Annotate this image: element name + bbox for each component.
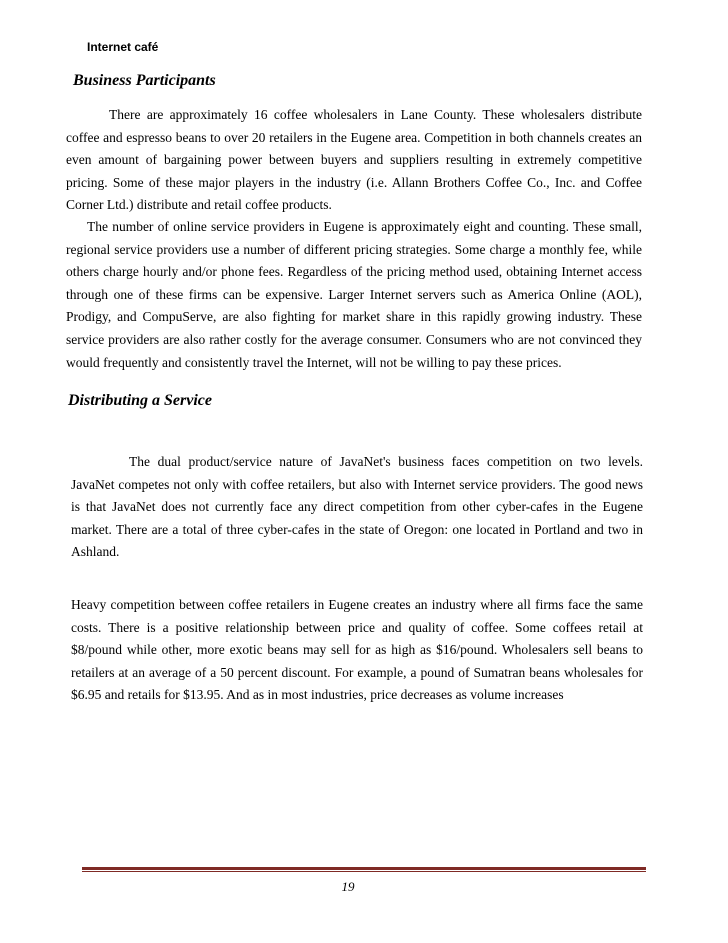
footer-rule-thin bbox=[82, 871, 646, 872]
section-heading-business-participants: Business Participants bbox=[73, 72, 216, 89]
footer-rule bbox=[82, 867, 646, 870]
running-header: Internet café bbox=[87, 40, 159, 54]
paragraph-coffee-wholesalers: There are approximately 16 coffee wholesalers in Lane County. These wholesalers distribute coffee and espresso beans to over 20 retailers in the Eugene area. Competition in both channels creates an even amount of bargaining power between buyers and suppliers resulting in extremely competitive pricing. Some of these major players in the industry (i.e. Allann Brothers Coffee Co., Inc. and Coffee Corner Ltd.) distribute and retail coffee products. bbox=[66, 107, 642, 213]
paragraph-javanet-competition: The dual product/service nature of JavaNet's business faces competition on two levels. JavaNet competes not only with coffee retailers, but also with Internet service providers. The good news is that JavaNet does not currently face any direct competition from other cyber-cafes in the Eugene market. There are a total of three cyber-cafes in the state of Oregon: one located in Portland and two in Ashland. bbox=[71, 454, 643, 560]
section-heading-distributing-a-service: Distributing a Service bbox=[68, 392, 213, 409]
paragraph-online-service-providers: The number of online service providers in Eugene is approximately eight and counting. These small, regional service providers use a number of different pricing strategies. Some charge a monthly fee, while others charge hourly and/or phone fees. Regardless of the pricing method used, obtaining Internet access through one of these firms can be expensive. Larger Internet servers such as America Online (AOL), Prodigy, and CompuServe, are also fighting for market share in this rapidly growing industry. These service providers are also rather costly for the average consumer. Consumers who are not convinced they would frequently and consistently travel the Internet, will not be willing to pay these prices. bbox=[66, 219, 642, 370]
paragraph-coffee-pricing: Heavy competition between coffee retailers in Eugene creates an industry where all firms face the same costs. There is a positive relationship between price and quality of coffee. Some coffees retail at $8/pound while other, more exotic beans may sell for as high as $16/pound. Wholesalers sell beans to retailers at an average of a 50 percent discount. For example, a pound of Sumatran beans wholesales for $6.95 and retails for $13.95. And as in most industries, price decreases as volume increases bbox=[71, 597, 643, 703]
page-number: 19 bbox=[341, 879, 355, 894]
